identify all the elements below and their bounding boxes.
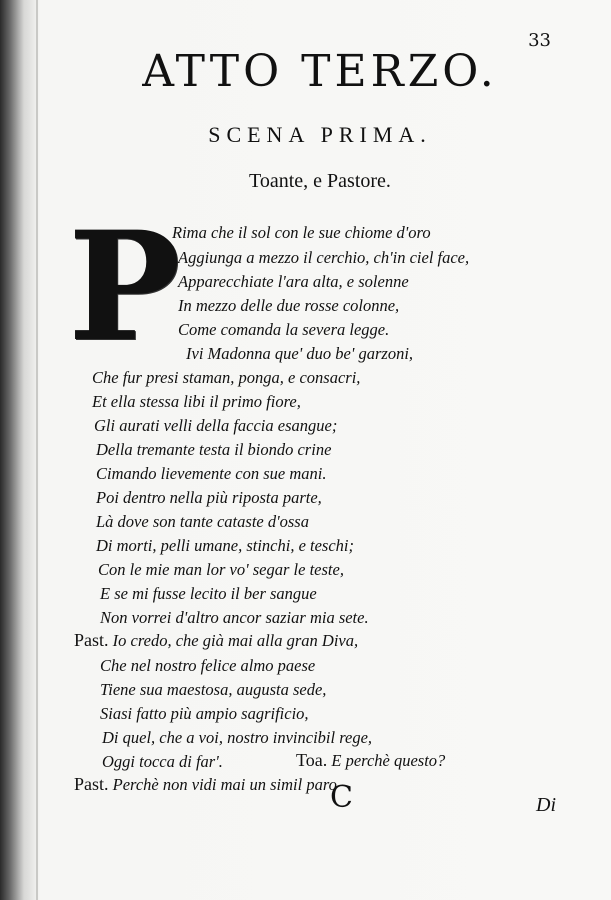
verse-line: Aggiunga a mezzo il cerchio, ch'in ciel face,: [178, 248, 470, 267]
verse-line: Rima che il sol con le sue chiome d'oro: [172, 223, 431, 242]
verse-line: Della tremante testa il biondo crine: [96, 440, 332, 459]
scene-heading: SCENA PRIMA.: [208, 122, 432, 147]
verse-line: Cimando lievemente con sue mani.: [96, 464, 327, 483]
verse-line: Apparecchiate l'ara alta, e solenne: [178, 272, 409, 291]
verse-line: In mezzo delle due rosse colonne,: [178, 296, 400, 315]
page-number: 33: [528, 30, 551, 51]
catchword: Di: [536, 794, 556, 816]
verse-line: Siasi fatto più ampio sagrificio,: [100, 704, 309, 723]
verse-line: Che nel nostro felice almo paese: [100, 656, 316, 675]
verse-line: Poi dentro nella più riposta parte,: [96, 488, 322, 507]
verse-line: Di quel, che a voi, nostro invincibil rege,: [102, 728, 373, 747]
verse-text: Io credo, che già mai alla gran Diva,: [112, 631, 359, 650]
verse-line: Che fur presi staman, ponga, e consacri,: [92, 368, 361, 387]
verse-line: Come comanda la severa legge.: [178, 320, 390, 339]
speaker-label: Toa.: [296, 750, 328, 770]
verse-line: Con le mie man lor vo' segar le teste,: [98, 560, 344, 579]
verse-line-with-speaker: [74, 630, 358, 651]
verse-line: Et ella stessa libi il primo fiore,: [92, 392, 301, 411]
page-gutter: [36, 0, 38, 900]
verse-line: Tiene sua maestosa, augusta sede,: [100, 680, 327, 699]
signature-mark: C: [330, 780, 353, 815]
speaker-label: Past.: [74, 774, 109, 794]
verse-line: Là dove son tante cataste d'ossa: [96, 512, 309, 531]
verse-line-with-speaker: [296, 750, 445, 771]
verse-line: Di morti, pelli umane, stinchi, e teschi;: [96, 536, 354, 555]
verse-line: Gli aurati velli della faccia esangue;: [94, 416, 338, 435]
verse-line-with-speaker: [74, 774, 337, 795]
verse-line: Oggi tocca di far'.: [102, 752, 223, 771]
verse-line: E se mi fusse lecito il ber sangue: [100, 584, 317, 603]
verse-text: E perchè questo?: [331, 751, 446, 770]
act-title: ATTO TERZO.: [142, 46, 498, 97]
speaker-label: Past.: [74, 630, 109, 650]
verse-text: Perchè non vidi mai un simil paro: [112, 775, 337, 794]
drop-cap: P: [68, 199, 181, 375]
verse-line: Non vorrei d'altro ancor saziar mia sete.: [100, 608, 369, 627]
verse-line: Ivi Madonna que' duo be' garzoni,: [186, 344, 414, 363]
characters-line: Toante, e Pastore.: [249, 170, 391, 192]
